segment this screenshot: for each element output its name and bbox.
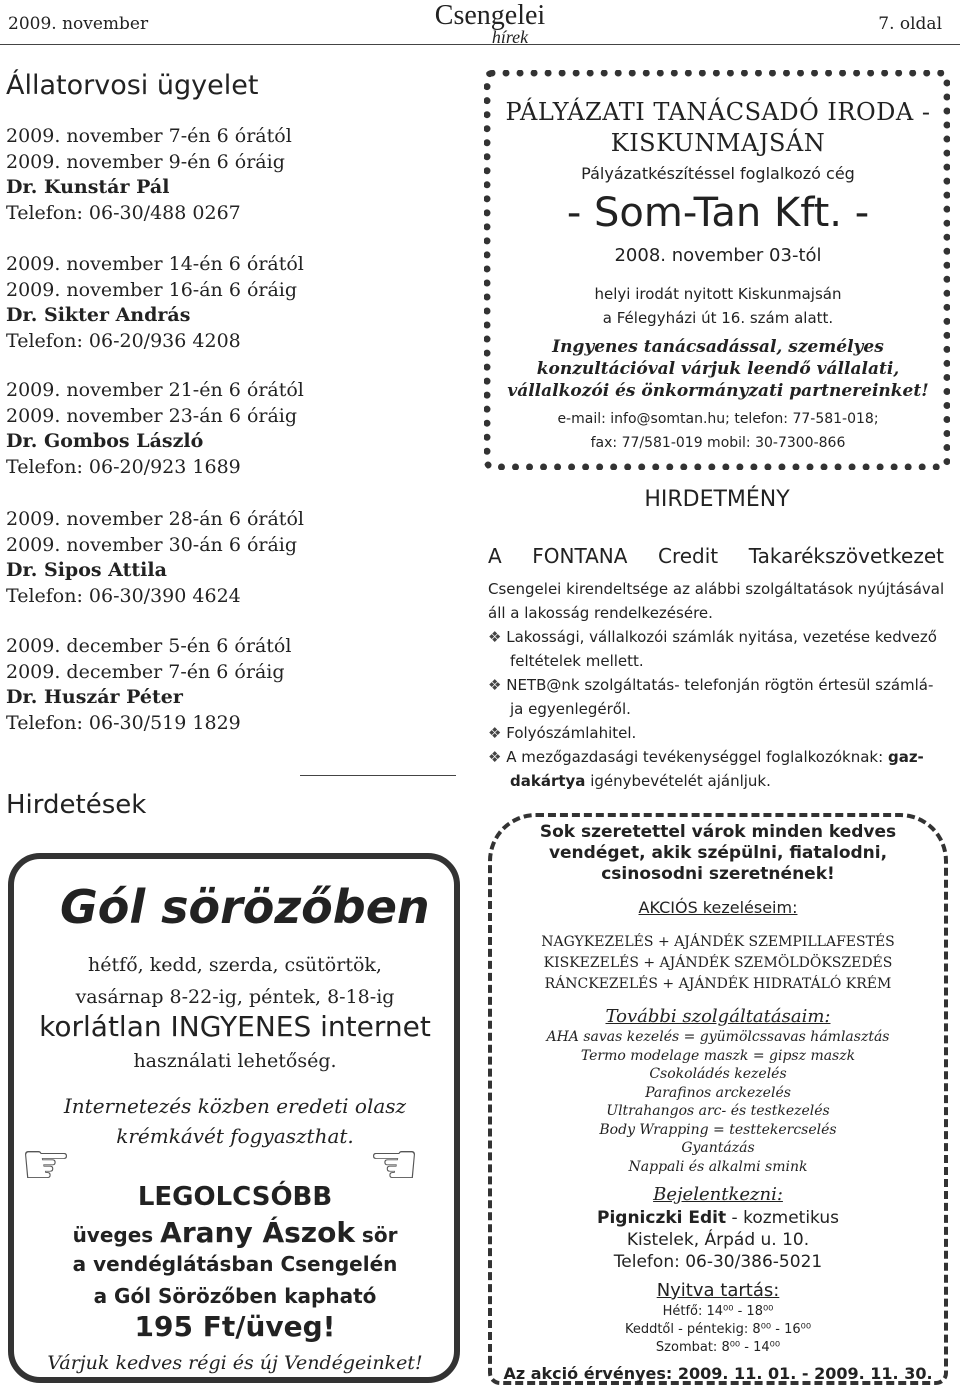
- vet-from: 2009. november 28-án 6 órától: [6, 508, 304, 530]
- bullet-text: A mezőgazdasági tevékenységgel foglalkozóknak:: [506, 748, 884, 766]
- beauty-intro-1: Sok szeretettel várok minden kedves: [539, 822, 897, 842]
- gol-ad-internet: korlátlan INGYENES internet: [39, 1010, 431, 1043]
- ads-section-title: Hirdetések: [6, 790, 147, 820]
- beauty-contact-name: [500, 1208, 936, 1228]
- gol-ad-usage: használati lehetőség.: [133, 1050, 337, 1072]
- vet-to: 2009. november 30-án 6 óráig: [6, 533, 298, 556]
- gol-ad-hours: hétfő, kedd, szerda, csütörtök,: [88, 954, 382, 976]
- vet-to: 2009. december 7-én 6 óráig: [6, 660, 285, 683]
- hirdetmeny-intro-2: áll a lakosság rendelkezésére.: [488, 604, 713, 622]
- hirdetmeny-bullet-item: [488, 721, 954, 745]
- beauty-validity: Az akció érvényes: 2009. 11. 01. - 2009. 11. 30.: [503, 1364, 933, 1383]
- hirdetmeny-bullet-item: [488, 625, 954, 649]
- vet-from: 2009. december 5-én 6 órától: [6, 635, 292, 657]
- vet-doctor: Dr. Huszár Péter: [6, 686, 183, 708]
- vet-entry: [6, 507, 304, 609]
- gol-ad-cheapest: LEGOLCSÓBB: [137, 1182, 333, 1212]
- vet-doctor: Dr. Sikter András: [6, 304, 191, 326]
- vet-from: 2009. november 7-én 6 órától: [6, 125, 292, 147]
- beauty-address: Kistelek, Árpád u. 10.: [626, 1230, 810, 1250]
- beauty-name: Pigniczki Edit: [596, 1208, 727, 1228]
- vet-entry: [6, 634, 291, 736]
- beauty-role: - kozmetikus: [726, 1208, 840, 1228]
- bullet-text-cont: [488, 769, 954, 793]
- vet-entry: [6, 378, 304, 480]
- page-number: 7. oldal: [878, 14, 942, 34]
- palyazat-subtitle: Pályázatkészítéssel foglalkozó cég: [581, 164, 855, 183]
- bullet-text-bold: gaz-: [887, 748, 924, 766]
- beauty-offers: [500, 932, 936, 995]
- palyazat-date: 2008. november 03-tól: [614, 245, 822, 266]
- palyazat-title-2: KISKUNMAJSÁN: [610, 129, 826, 157]
- gol-ad-hours-2: vasárnap 8-22-ig, péntek, 8-18-ig: [75, 986, 395, 1008]
- vet-phone: Telefon: 06-20/923 1689: [6, 455, 241, 478]
- masthead: [425, 0, 555, 47]
- beauty-service: Ultrahangos arc- és testkezelés: [606, 1103, 830, 1119]
- gol-ad-beer-brand: Arany Ászok: [160, 1216, 355, 1249]
- beauty-service: Gyantázás: [681, 1140, 755, 1156]
- palyazat-contact-2: fax: 77/581-019 mobil: 30-7300-866: [590, 435, 846, 451]
- beauty-service: Termo modelage maszk = gipsz maszk: [580, 1047, 856, 1064]
- beauty-offers-title: AKCIÓS kezeléseim:: [638, 898, 798, 917]
- beauty-hours-row: Hétfő: 14⁰⁰ - 18⁰⁰: [662, 1304, 774, 1319]
- vet-from: 2009. november 21-én 6 órától: [6, 379, 304, 401]
- vet-to: 2009. november 9-én 6 óráig: [6, 150, 285, 173]
- palyazat-offer: [500, 336, 936, 402]
- vet-doctor: Dr. Gombos László: [6, 430, 204, 452]
- issue-date: 2009. november: [8, 14, 149, 34]
- palyazat-offer-2: konzultációval várjuk leendő vállalati,: [536, 359, 900, 379]
- vet-to: 2009. november 16-án 6 óráig: [6, 278, 298, 301]
- gol-ad-coffee-2: krémkávét fogyaszthat.: [116, 1124, 354, 1148]
- beauty-intro-2: vendéget, akik szépülni, fiatalodni,: [548, 843, 888, 863]
- beauty-service: Parafinos arckezelés: [645, 1084, 791, 1101]
- palyazat-contact-1: e-mail: info@somtan.hu; telefon: 77-581-018;: [557, 411, 879, 427]
- vet-doctor: Dr. Sipos Attila: [6, 559, 167, 581]
- masthead-subtitle: hírek: [491, 27, 529, 47]
- palyazat-line-2: a Félegyházi út 16. szám alatt.: [602, 309, 834, 327]
- palyazat-company: - Som-Tan Kft. -: [566, 190, 870, 236]
- section-divider: [300, 775, 456, 776]
- vet-to: 2009. november 23-án 6 óráig: [6, 404, 298, 427]
- vet-doctor: Dr. Kunstár Pál: [6, 176, 170, 198]
- beauty-phone: Telefon: 06-30/386-5021: [613, 1252, 823, 1272]
- palyazat-offer-3: vállalkozói és önkormányzati partnereinket!: [507, 381, 929, 401]
- palyazat-title: [500, 97, 936, 159]
- hirdetmeny-intro-1: Csengelei kirendeltsége az alábbi szolgáltatások nyújtásával: [488, 580, 945, 598]
- beauty-service: Body Wrapping = testtekercselés: [599, 1121, 837, 1138]
- vet-entry: [6, 252, 304, 354]
- bullet-text: igénybevételét ajánljuk.: [590, 772, 771, 790]
- beauty-hours-row: Szombat: 8⁰⁰ - 14⁰⁰: [655, 1340, 781, 1355]
- palyazat-line-1: helyi irodát nyitott Kiskunmajsán: [594, 285, 842, 303]
- gol-ad-coffee: Internetezés közben eredeti olasz: [63, 1094, 407, 1118]
- beauty-booking-title: Bejelentkezni:: [653, 1184, 783, 1205]
- pointing-hand-icon: ☞: [20, 1130, 72, 1198]
- bullet-text: Folyószámlahitel.: [506, 724, 637, 742]
- gol-ad-title: Gól sörözőben: [60, 880, 430, 934]
- bullet-text-cont: ja egyenlegéről.: [510, 700, 631, 718]
- beauty-services-title: További szolgáltatásaim:: [605, 1006, 831, 1027]
- diamond-bullet-icon: ❖: [488, 628, 502, 646]
- gol-ad-welcome: Várjuk kedves régi és új Vendégeinket!: [47, 1352, 423, 1374]
- gol-ad-location: a vendéglátásban Csengelén: [72, 1252, 398, 1276]
- pointing-hand-icon: ☞: [368, 1130, 420, 1198]
- hirdetmeny-heading-w2: Credit: [657, 544, 719, 568]
- beauty-intro-3: csinosodni szeretnének!: [601, 864, 835, 884]
- beauty-service: AHA savas kezelés = gyümölcssavas hámlasztás: [546, 1029, 890, 1045]
- vet-phone: Telefon: 06-30/519 1829: [6, 711, 241, 734]
- gol-ad-beer-a: üveges: [72, 1223, 154, 1247]
- header-divider: [0, 44, 960, 45]
- beauty-hours-title: Nyitva tartás:: [656, 1280, 780, 1301]
- beauty-offer: RÁNCKEZELÉS + AJÁNDÉK HIDRATÁLÓ KRÉM: [544, 976, 892, 992]
- hirdetmeny-heading-a: A: [488, 544, 502, 568]
- gol-ad-price: 195 Ft/üveg!: [134, 1310, 336, 1343]
- vet-phone: Telefon: 06-20/936 4208: [6, 329, 241, 352]
- diamond-bullet-icon: ❖: [488, 724, 502, 742]
- hirdetmeny-bullet-item: [488, 745, 954, 769]
- hirdetmeny-heading-w1: FONTANA: [532, 544, 628, 568]
- palyazat-title-1: PÁLYÁZATI TANÁCSADÓ IRODA -: [505, 98, 931, 126]
- hirdetmeny-title: HIRDETMÉNY: [644, 487, 790, 512]
- vet-section-title: Állatorvosi ügyelet: [6, 70, 259, 101]
- gol-ad-available: a Gól Sörözőben kapható: [93, 1284, 377, 1308]
- vet-phone: Telefon: 06-30/488 0267: [6, 201, 241, 224]
- beauty-intro: [500, 822, 936, 885]
- palyazat-offer-1: Ingyenes tanácsadással, személyes: [552, 337, 884, 357]
- diamond-bullet-icon: ❖: [488, 748, 502, 766]
- beauty-offer: KISKEZELÉS + AJÁNDÉK SZEMÖLDÖKSZEDÉS: [543, 955, 893, 971]
- hirdetmeny-heading-w3: Takarékszövetkezet: [748, 544, 944, 568]
- vet-entry: [6, 124, 292, 226]
- bullet-text-cont: feltételek mellett.: [510, 652, 644, 670]
- beauty-services: [500, 1028, 936, 1176]
- hirdetmeny-heading: [488, 544, 944, 568]
- vet-phone: Telefon: 06-30/390 4624: [6, 584, 241, 607]
- bullet-text: NETB@nk szolgáltatás- telefonján rögtön értesül számlá-: [506, 676, 934, 694]
- bullet-text-bold: dakártya: [510, 772, 586, 790]
- beauty-service: Nappali és alkalmi smink: [628, 1158, 808, 1175]
- diamond-bullet-icon: ❖: [488, 676, 502, 694]
- hirdetmeny-intro: [488, 577, 954, 793]
- gol-ad-beer: [20, 1216, 450, 1249]
- vet-from: 2009. november 14-én 6 órától: [6, 253, 304, 275]
- beauty-hours-row: Keddtől - péntekig: 8⁰⁰ - 16⁰⁰: [624, 1322, 812, 1337]
- masthead-title: Csengelei: [434, 0, 546, 31]
- beauty-service: Csokoládés kezelés: [649, 1066, 787, 1082]
- beauty-offer: NAGYKEZELÉS + AJÁNDÉK SZEMPILLAFESTÉS: [541, 934, 895, 950]
- bullet-text: Lakossági, vállalkozói számlák nyitása, vezetése kedvező: [506, 628, 937, 646]
- beauty-hours: [500, 1303, 936, 1357]
- hirdetmeny-bullet-item: [488, 673, 954, 697]
- gol-ad-beer-c: sör: [361, 1223, 398, 1247]
